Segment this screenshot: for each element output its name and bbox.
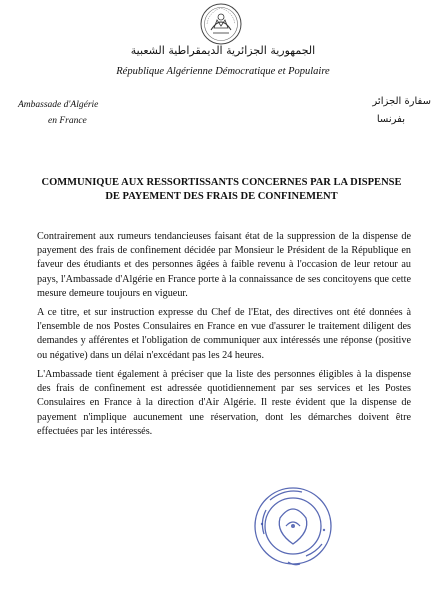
embassy-country-french: en France bbox=[48, 116, 87, 126]
embassy-country-arabic: بفرنسا bbox=[376, 114, 405, 125]
communique-title: COMMUNIQUE AUX RESSORTISSANTS CONCERNES PAR LA DISPENSE DE PAYEMENT DES FRAIS DE CONFINEMENT bbox=[41, 177, 402, 202]
body-paragraph-1: Contrairement aux rumeurs tendancieuses faisant état de la suppression de la dispense de payement des frais de confinement décidée par Monsieur le Président de la République en faveur des étudiants et des personnes âgées à faible revenu à l'occasion de leur retour au pays, l'Ambassade d'Algérie en France porte à la connaissance de ses concitoyens que cette mesure demeure toujours en vigueur. bbox=[37, 231, 411, 299]
body-paragraph-3: L'Ambassade tient également à préciser que la liste des personnes éligibles à la dispense des frais de confinement est adressée quotidiennement par ses services et les Postes Consulaires en France à la direction d'Air Algérie. Il reste évident que la dispense de payement n'implique aucunement une réservation, dont les démarches doivent être effectuées par les intéressés. bbox=[37, 369, 411, 437]
state-name-french: République Algérienne Démocratique et Populaire bbox=[116, 66, 330, 77]
embassy-seal-stamp-icon bbox=[250, 478, 336, 574]
embassy-name-arabic: سفارة الجزائر bbox=[372, 96, 431, 107]
state-name-arabic: الجمهورية الجزائرية الديمقراطية الشعبية bbox=[130, 44, 316, 57]
embassy-name-french: Ambassade d'Algérie bbox=[18, 100, 99, 110]
body-paragraph-2: A ce titre, et sur instruction expresse du Chef de l'Etat, des directives ont été données à l'ensemble de nos Postes Consulaires en France en vue d'assurer le traitement diligent des demandes y afférentes et l'obligation de communiquer aux intéressés une réponse (positive ou négative) dans un délai n'excédant pas les 24 heures. bbox=[37, 307, 411, 361]
algeria-state-emblem-icon bbox=[199, 2, 243, 46]
